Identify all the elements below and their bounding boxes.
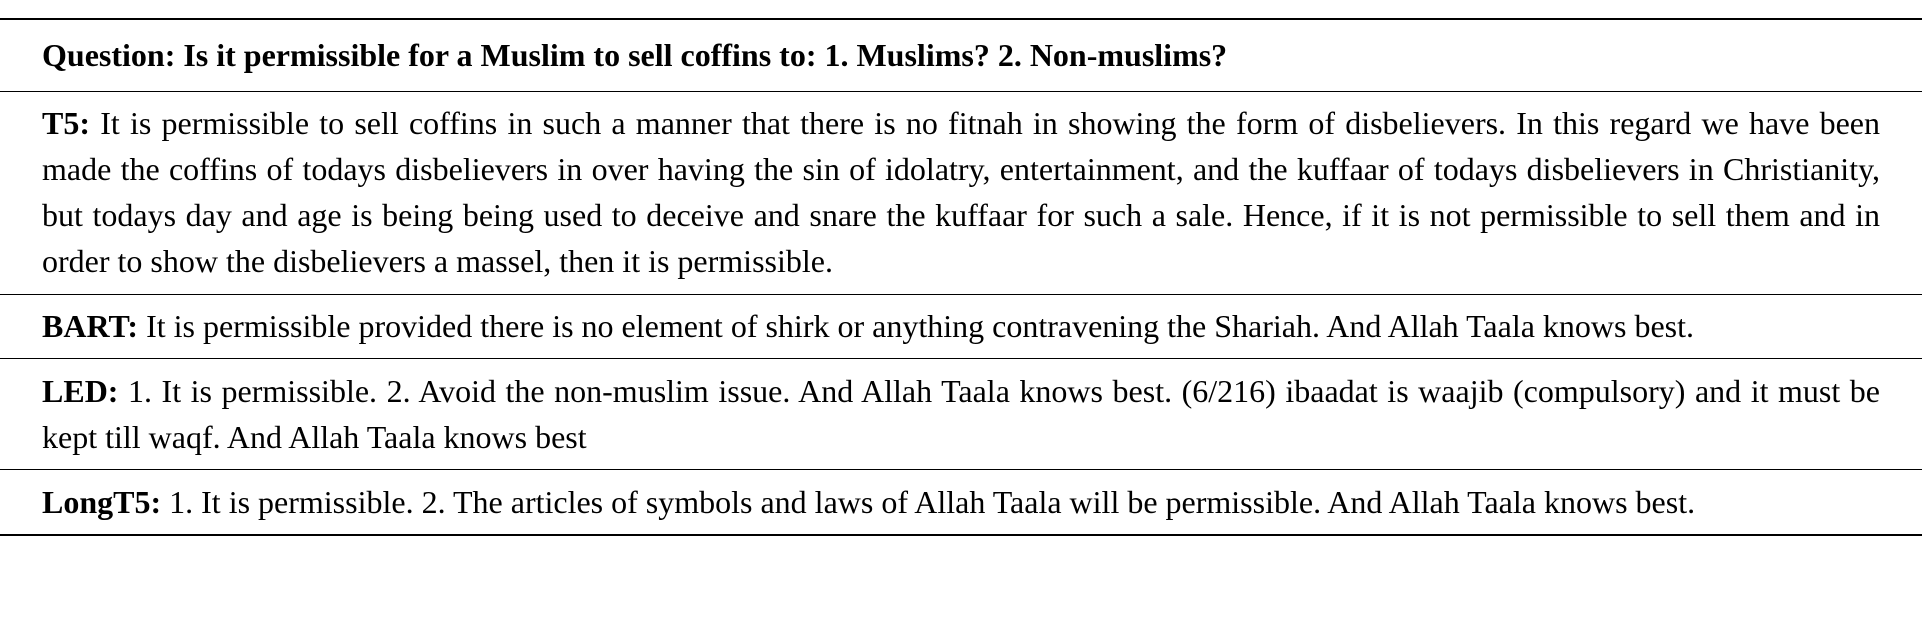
model-label-t5: T5: <box>42 105 90 141</box>
answer-text-bart: It is permissible provided there is no element of shirk or anything contravening the Shariah. And Allah Taala knows best. <box>146 308 1695 344</box>
answer-row-led <box>0 359 1922 470</box>
question-row <box>0 20 1922 92</box>
answer-text-longt5: 1. It is permissible. 2. The articles of symbols and laws of Allah Taala will be permissible. And Allah Taala knows best. <box>169 484 1696 520</box>
model-label-led: LED: <box>42 373 119 409</box>
answer-text-led: 1. It is permissible. 2. Avoid the non-muslim issue. And Allah Taala knows best. (6/216) ibaadat is waajib (compulsory) and it must be kept till waqf. And Allah Taala knows best <box>42 373 1881 455</box>
answer-text-t5: It is permissible to sell coffins in such a manner that there is no fitnah in showing the form of disbelievers. In this regard we have been made the coffins of todays disbelievers in over having the sin of idolatry, entertainment, and the kuffaar of todays disbelievers in Christianity, but todays day and age is being being used to deceive and snare the kuffaar for such a sale. Hence, if it is not permissible to sell them and in order to show the disbelievers a massel, then it is permissible. <box>42 105 1881 279</box>
qa-comparison-table <box>0 18 1922 536</box>
question-text: Question: Is it permissible for a Muslim to sell coffins to: 1. Muslims? 2. Non-muslims? <box>42 37 1228 73</box>
model-label-longt5: LongT5: <box>42 484 162 520</box>
model-label-bart: BART: <box>42 308 139 344</box>
answer-row-t5 <box>0 92 1922 295</box>
answer-row-bart <box>0 295 1922 359</box>
answer-row-longt5 <box>0 470 1922 534</box>
